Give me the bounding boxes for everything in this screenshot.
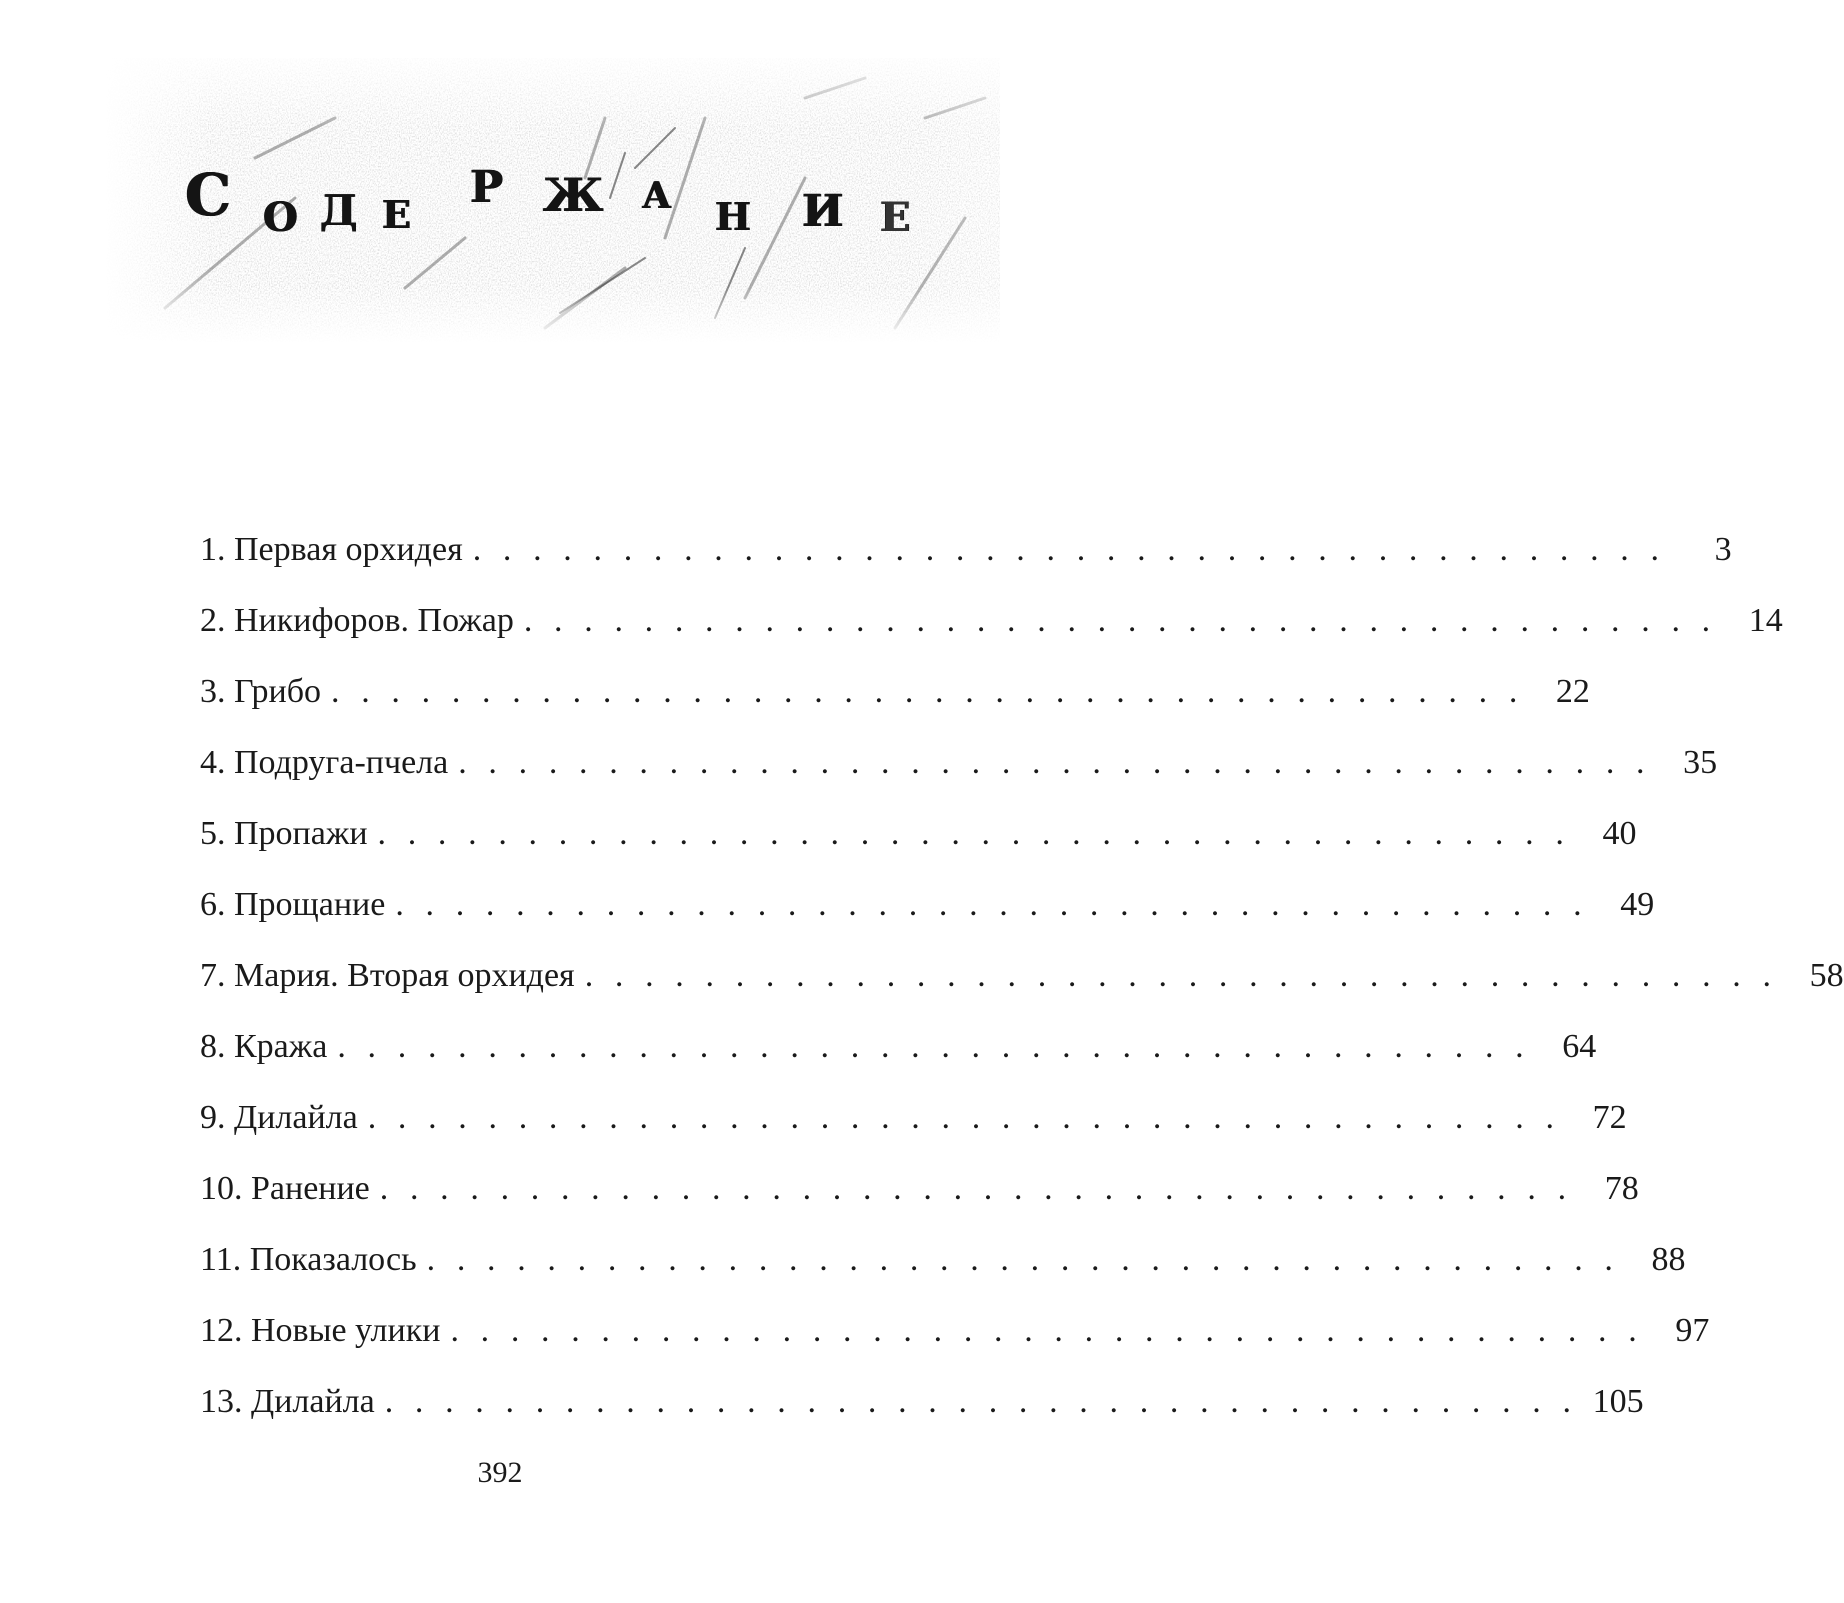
title-letter: Н bbox=[715, 194, 751, 239]
toc-entry-title: 13. Дилайла bbox=[200, 1377, 385, 1427]
toc-dot-leader: . . . . . . . . . . . . . . . . . . . . . . . . . . . . . . . . . . . . . . . . bbox=[458, 744, 1652, 781]
toc-dot-leader: . . . . . . . . . . . . . . . . . . . . . . . . . . . . . . . . . . . . . . . . bbox=[367, 1099, 1561, 1136]
toc-entry-page: 3 bbox=[1714, 531, 1732, 568]
toc-entry bbox=[200, 1164, 1639, 1235]
toc-dot-leader: . . . . . . . . . . . . . . . . . . . . . . . . . . . . . . . . . . . . . . . . bbox=[377, 815, 1571, 852]
toc-entry bbox=[200, 1235, 1686, 1306]
toc-entry bbox=[200, 1306, 1710, 1377]
title-letter: Е bbox=[382, 192, 411, 237]
toc-entry bbox=[200, 1093, 1627, 1164]
toc-entry-page: 14 bbox=[1748, 602, 1783, 639]
title-letter: С bbox=[185, 161, 232, 229]
toc-entry-title: 7. Мария. Вторая орхидея bbox=[200, 951, 585, 1001]
toc-entry-title: 6. Прощание bbox=[200, 880, 395, 930]
toc-entry-title: 12. Новые улики bbox=[200, 1306, 450, 1356]
toc-dot-leader: . . . . . . . . . . . . . . . . . . . . . . . . . . . . . . . . . . . . . . . . bbox=[331, 673, 1524, 710]
toc-dot-leader: . . . . . . . . . . . . . . . . . . . . . . . . . . . . . . . . . . . . . . . . bbox=[472, 531, 1666, 568]
toc-dot-leader: . . . . . . . . . . . . . . . . . . . . . . . . . . . . . . . . . . . . . . . . bbox=[384, 1383, 1578, 1420]
toc-dot-leader: . . . . . . . . . . . . . . . . . . . . . . . . . . . . . . . . . . . . . . . . bbox=[426, 1241, 1620, 1278]
toc-entry bbox=[200, 596, 1783, 667]
toc-entry-title: 5. Пропажи bbox=[200, 809, 378, 859]
toc-entry-page: 49 bbox=[1620, 886, 1655, 923]
toc-entry bbox=[200, 809, 1637, 880]
toc-entry bbox=[200, 880, 1655, 951]
toc-entry-page: 35 bbox=[1683, 744, 1718, 781]
page-title bbox=[105, 58, 1000, 343]
toc-entry-title: 10. Ранение bbox=[200, 1164, 380, 1214]
toc-entry bbox=[200, 525, 1732, 596]
toc-entry-page: 97 bbox=[1675, 1312, 1710, 1349]
title-letter: Д bbox=[320, 186, 358, 235]
title-letter: Р bbox=[470, 162, 504, 213]
toc-entry-page: 72 bbox=[1592, 1099, 1627, 1136]
toc-entry-page: 22 bbox=[1555, 673, 1590, 710]
toc-entry-page: 40 bbox=[1602, 815, 1637, 852]
toc-entry bbox=[200, 738, 1718, 809]
toc-entry-page: 88 bbox=[1651, 1241, 1686, 1278]
toc-entry-page: 78 bbox=[1604, 1170, 1639, 1207]
toc-entry bbox=[200, 951, 1844, 1022]
toc-entry-title: 3. Грибо bbox=[200, 667, 331, 717]
title-letter: И bbox=[802, 186, 844, 237]
toc-dot-leader: . . . . . . . . . . . . . . . . . . . . . . . . . . . . . . . . . . . . . . . . bbox=[523, 602, 1717, 639]
table-of-contents bbox=[200, 525, 1844, 1448]
toc-entry-page: 58 bbox=[1809, 957, 1844, 994]
toc-entry-title: 8. Кража bbox=[200, 1022, 337, 1072]
toc-entry bbox=[200, 667, 1590, 738]
title-letter: А bbox=[642, 175, 672, 217]
toc-entry-title: 11. Показалось bbox=[200, 1235, 427, 1285]
title-letter: О bbox=[263, 194, 298, 241]
toc-entry-title: 4. Подруга-пчела bbox=[200, 738, 458, 788]
toc-entry bbox=[200, 1022, 1597, 1093]
toc-dot-leader: . . . . . . . . . . . . . . . . . . . . . . . . . . . . . . . . . . . . . . . . bbox=[337, 1028, 1531, 1065]
title-banner bbox=[105, 58, 1000, 343]
toc-entry-title: 2. Никифоров. Пожар bbox=[200, 596, 524, 646]
title-letter: Ж bbox=[543, 168, 604, 222]
toc-entry-page: 64 bbox=[1562, 1028, 1597, 1065]
toc-entry-title: 1. Первая орхидея bbox=[200, 525, 473, 575]
toc-dot-leader: . . . . . . . . . . . . . . . . . . . . . . . . . . . . . . . . . . . . . . . . bbox=[450, 1312, 1644, 1349]
toc-dot-leader: . . . . . . . . . . . . . . . . . . . . . . . . . . . . . . . . . . . . . . . . bbox=[395, 886, 1589, 923]
page-number: 392 bbox=[477, 1456, 523, 1489]
toc-entry-title: 9. Дилайла bbox=[200, 1093, 368, 1143]
toc-dot-leader: . . . . . . . . . . . . . . . . . . . . . . . . . . . . . . . . . . . . . . . . bbox=[379, 1170, 1573, 1207]
toc-dot-leader: . . . . . . . . . . . . . . . . . . . . . . . . . . . . . . . . . . . . . . . . bbox=[584, 957, 1778, 994]
toc-entry bbox=[200, 1377, 1644, 1448]
toc-entry-page: 105 bbox=[1592, 1383, 1644, 1420]
title-letter: Е bbox=[880, 194, 911, 241]
